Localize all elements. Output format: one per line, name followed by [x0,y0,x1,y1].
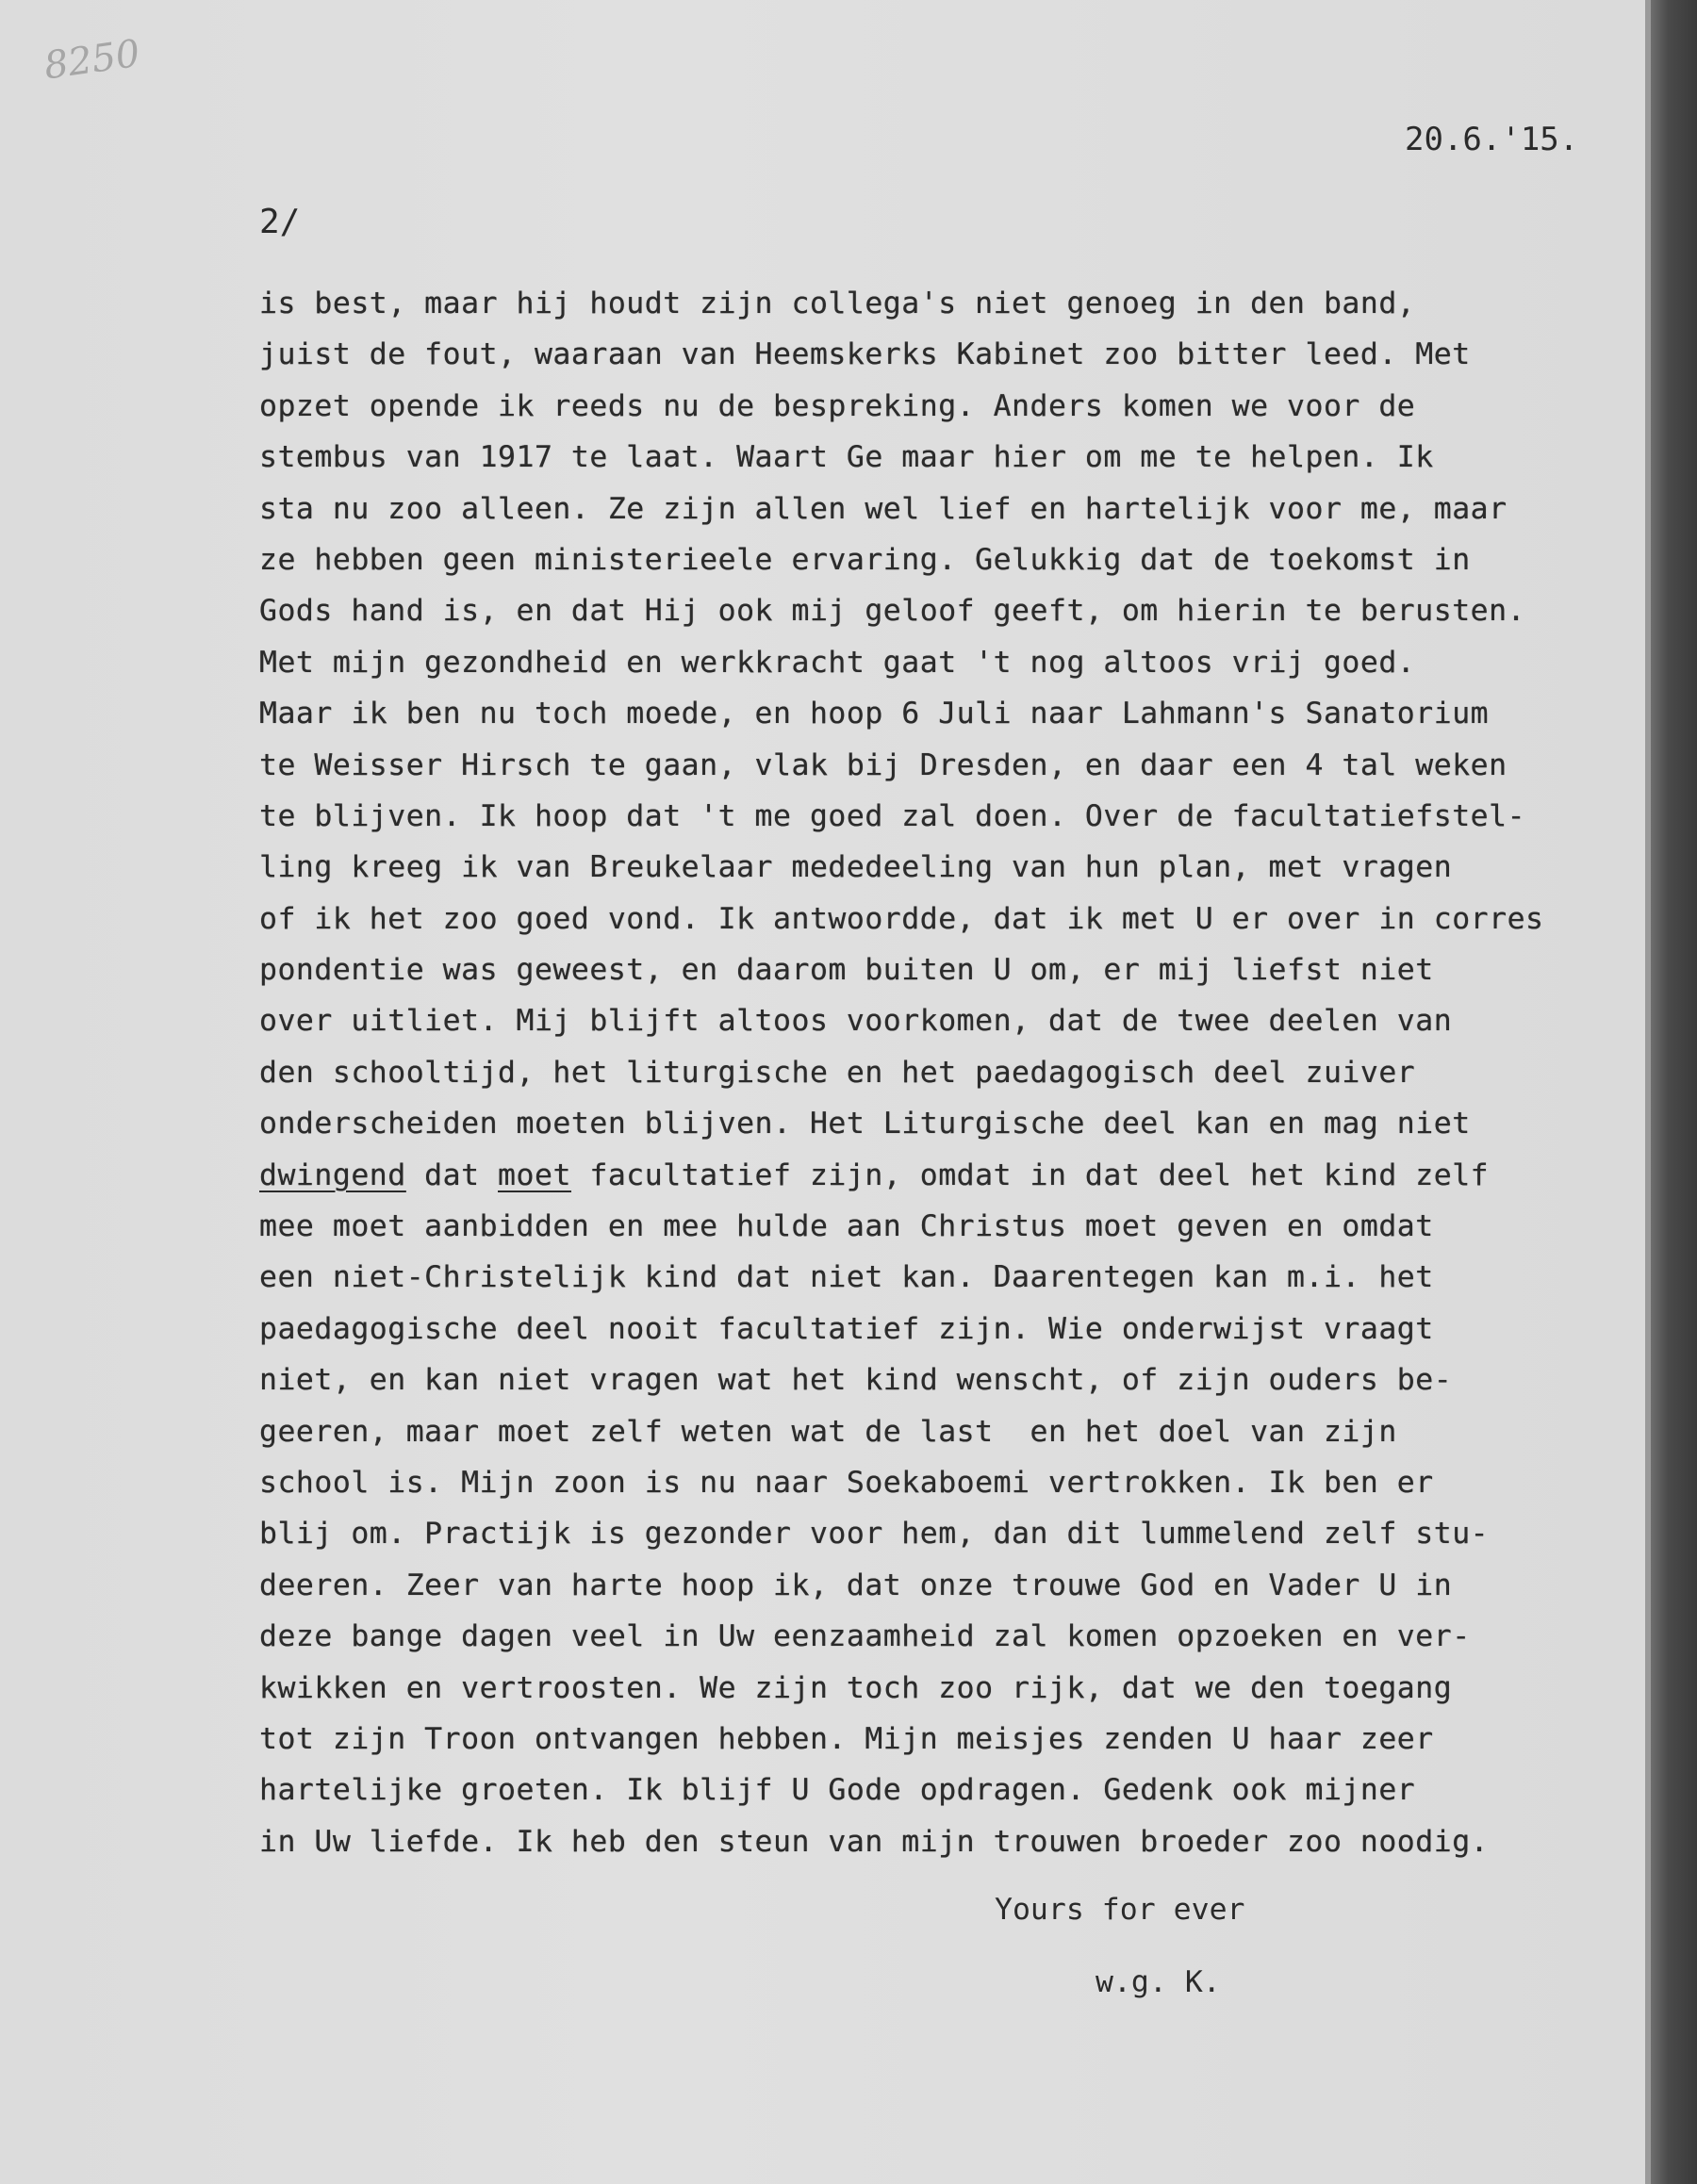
body-line: opzet opende ik reeds nu de bespreking. Anders komen we voor de [259,388,1416,423]
body-line: hartelijke groeten. Ik blijf U Gode opdragen. Gedenk ook mijner [259,1773,1416,1808]
body-line: een niet-Christelijk kind dat niet kan. Daarentegen kan m.i. het [259,1260,1434,1295]
closing-phrase: Yours for ever [995,1893,1245,1927]
body-line: tot zijn Troon ontvangen hebben. Mijn meisjes zenden U haar zeer [259,1721,1434,1756]
body-line: paedagogische deel nooit facultatief zijn. Wie onderwijst vraagt [259,1311,1434,1346]
body-line: deeren. Zeer van harte hoop ik, dat onze trouwe God en Vader U in [259,1568,1453,1602]
body-line: is best, maar hij houdt zijn collega's niet genoeg in den band, [259,287,1416,320]
body-line: stembus van 1917 te laat. Waart Ge maar hier om me te helpen. Ik [259,440,1434,475]
body-line: juist de fout, waaraan van Heemskerks Kabinet zoo bitter leed. Met [259,337,1471,372]
underlined-line-middle: dat [405,1158,499,1192]
body-line: geeren, maar moet zelf weten wat de last en het doel van zijn [259,1414,1397,1449]
body-line: Gods hand is, en dat Hij ook mij geloof geeft, om hierin te berusten. [259,594,1526,629]
body-line: over uitliet. Mij blijft altoos voorkomen, dat de twee deelen van [259,1004,1453,1039]
body-line: in Uw liefde. Ik heb den steun van mijn trouwen broeder zoo noodig. [259,1824,1490,1859]
body-line: deze bange dagen veel in Uw eenzaamheid zal komen opzoeken en ver- [259,1619,1471,1654]
body-line: school is. Mijn zoon is nu naar Soekaboemi vertrokken. Ik ben er [259,1465,1434,1500]
signature: w.g. K. [1096,1965,1221,1999]
body-line: Met mijn gezondheid en werkkracht gaat 't nog altoos vrij goed. [259,645,1416,680]
body-line: Maar ik ben nu toch moede, en hoop 6 Juli naar Lahmann's Sanatorium [259,697,1490,731]
body-line: kwikken en vertroosten. We zijn toch zoo rijk, dat we den toegang [259,1670,1453,1705]
body-line: niet, en kan niet vragen wat het kind wenscht, of zijn ouders be- [259,1363,1453,1398]
page-number: 2/ [259,203,301,241]
underlined-word-dwingend: dwingend [259,1158,406,1192]
body-line: of ik het zoo goed vond. Ik antwoordde, dat ik met U er over in corres [259,901,1544,936]
body-line: mee moet aanbidden en mee hulde aan Christus moet geven en omdat [259,1209,1434,1244]
body-line: den schooltijd, het liturgische en het paedagogisch deel zuiver [259,1055,1416,1090]
letter-body [259,278,1636,1867]
body-line-underlined [259,1150,1636,1201]
body-line: pondentie was geweest, en daarom buiten U om, er mij liefst niet [259,953,1434,988]
underlined-line-rest: facultatief zijn, omdat in dat deel het kind zelf [570,1158,1490,1192]
body-line: te Weisser Hirsch te gaan, vlak bij Dresden, en daar een 4 tal weken [259,747,1508,782]
letter-date: 20.6.'15. [1405,121,1579,158]
body-line: sta nu zoo alleen. Ze zijn allen wel lief en hartelijk voor me, maar [259,491,1508,526]
body-line: ling kreeg ik van Breukelaar mededeeling van hun plan, met vragen [259,850,1453,885]
body-line: te blijven. Ik hoop dat 't me goed zal doen. Over de facultatiefstel- [259,798,1526,833]
scan-edge-shadow [1645,0,1697,2184]
archive-number: 8250 [41,31,143,89]
body-line: ze hebben geen ministerieele ervaring. Gelukkig dat de toekomst in [259,542,1471,577]
underlined-word-moet: moet [498,1158,571,1192]
body-line: onderscheiden moeten blijven. Het Liturgische deel kan en mag niet [259,1107,1471,1141]
body-line: blij om. Practijk is gezonder voor hem, dan dit lummelend zelf stu- [259,1517,1490,1552]
